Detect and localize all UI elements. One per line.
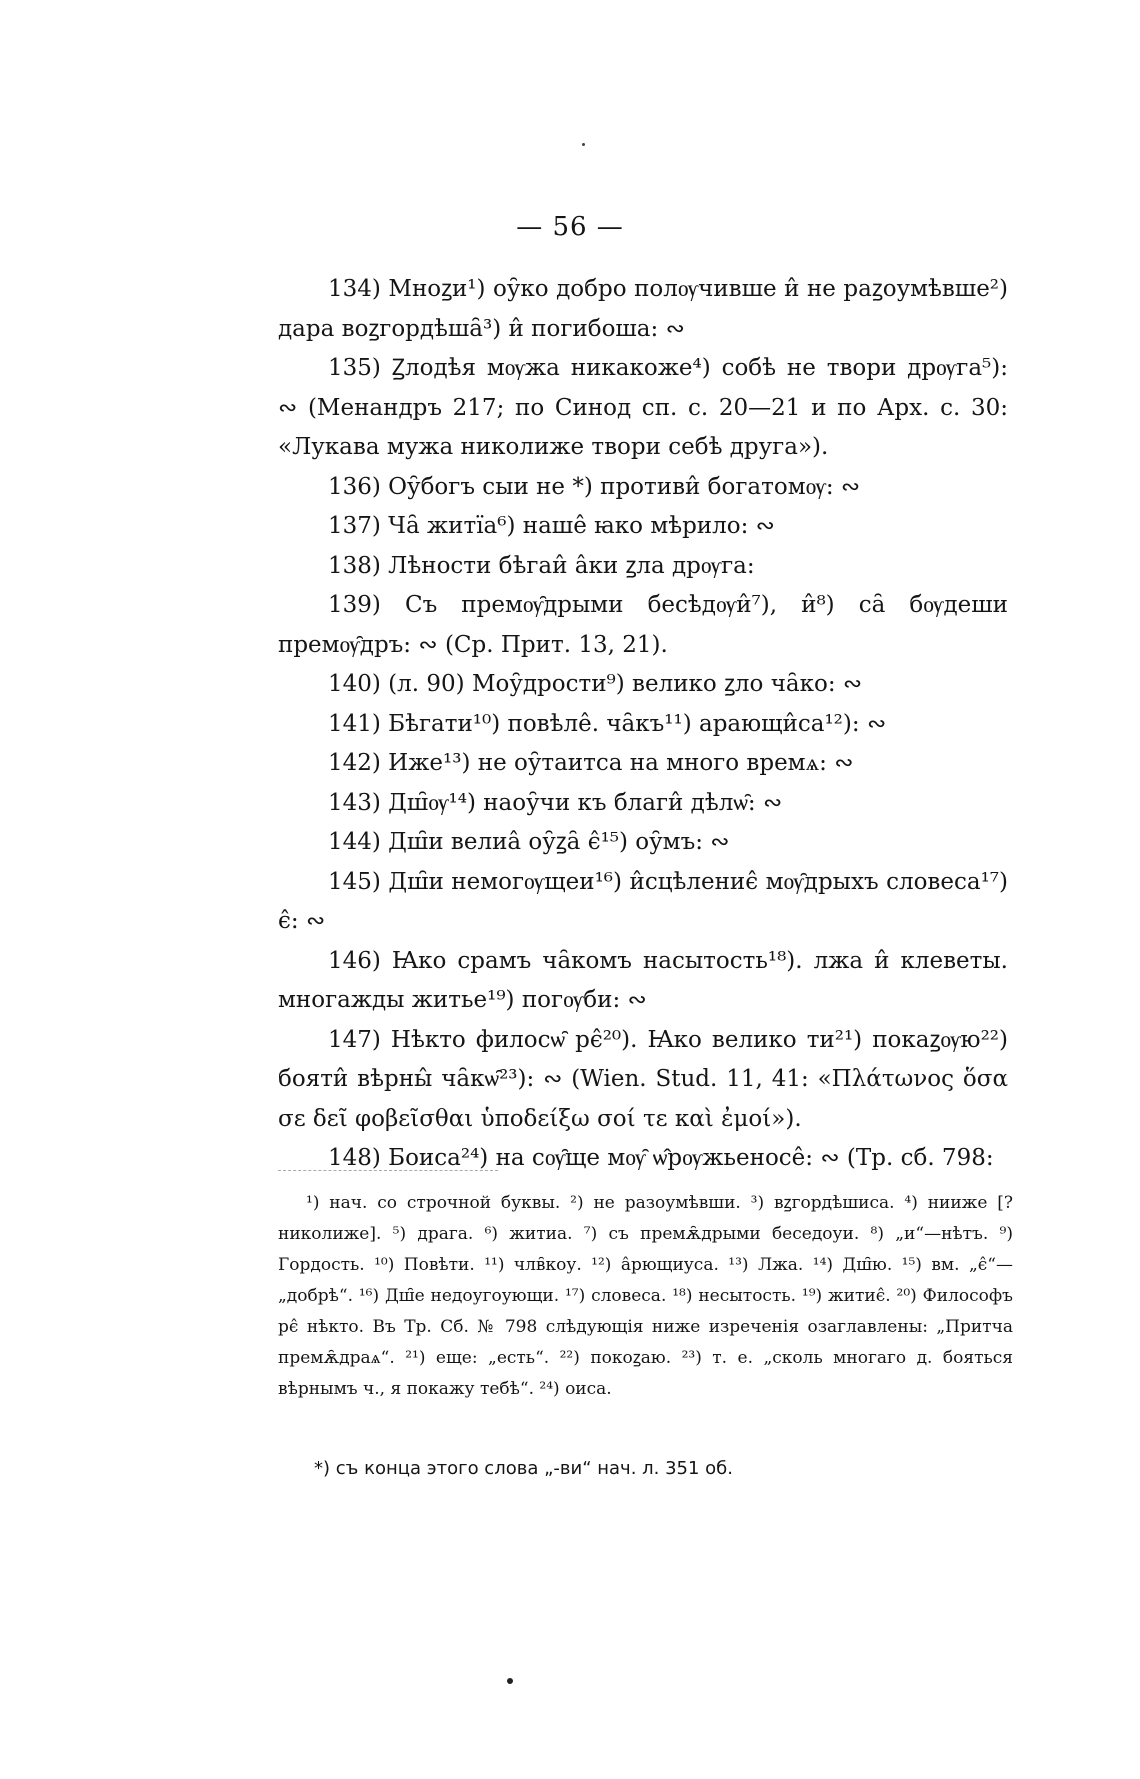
entry-140: 140) (л. 90) Моу̑дрости⁹) велико ꙁло ча̑ко: ∾ [328, 671, 863, 697]
footnotes [278, 1188, 1013, 1405]
page-number: — 56 — [516, 212, 624, 242]
footnote-block: ¹) нач. со строчной буквы. ²) не разоумѣвши. ³) вꙁгордѣшиса. ⁴) нииже [? николиже]. ⁵) драга. ⁶) житиа. ⁷) съ премѫ̑дрыми беседоуи. ⁸) „и“—нѣтъ. ⁹) Гордость. ¹⁰) Повѣти. ¹¹) члв̑коу. ¹²) а̂рющиуса. ¹³) Лжа. ¹⁴) Дш̑ю. ¹⁵) вм. „є̂“—„добрѣ“. ¹⁶) Дш̑е недоугоующи. ¹⁷) словеса. ¹⁸) несытость. ¹⁹) житиє̂. ²⁰) Философъ рє̂ нѣкто. Въ Тр. Сб. № 798 слѣдующія ниже изреченія озаглавлены: „Притча премѫ̑драѧ“. ²¹) еще: „есть“. ²²) покоꙁаю. ²³) т. е. „сколь многаго д. бояться вѣрнымъ ч., я покажу тебѣ“. ²⁴) оиса. [278, 1193, 1013, 1399]
entry-137: 137) Ча̑ житїа⁶) наше̂ ꙗко мѣрило: ∾ [328, 513, 775, 539]
entry-138: 138) Лѣности бѣгаи̂ а̂ки ꙁла дрѹга: [328, 552, 755, 579]
entry-141: 141) Бѣгати¹⁰) повѣле̂. ча̑къ¹¹) арающи̂са¹²): ∾ [328, 710, 887, 737]
entry-139: 139) Съ премѹ̑дрыми бесѣдѹи̂⁷), и̂⁸) са̑ бѹдеши премѹ̑дръ: ∾ (Ср. Прит. 13, 21). [278, 592, 1008, 658]
speck-bottom [507, 1678, 513, 1684]
entry-145: 145) Дш̑и немогѹщеи¹⁶) и̂сцѣлениє̂ мѹ̑дрыхъ словеса¹⁷) є̂: ∾ [278, 868, 1008, 934]
entry-148: 148) Боиса²⁴) на сѹ̑ще мѹ̑ ѡ̂рѹжьеносе̂: ∾ (Тр. сб. 798: [328, 1145, 994, 1171]
asterisk-note: *) съ конца этого слова „-ви“ нач. л. 351 об. [314, 1458, 733, 1479]
entry-144: 144) Дш̑и велиа̂ оу̑ꙁа̑ є̂¹⁵) оу̑мъ: ∾ [328, 829, 730, 855]
speck-top [582, 143, 585, 146]
footnote-separator [278, 1170, 498, 1171]
main-text [278, 270, 1008, 1179]
entry-143: 143) Дш̑ѹ¹⁴) наоу̑чи къ благи̂ дѣлѡ̑: ∾ [328, 789, 783, 816]
entry-134: 134) Мноꙁи¹) оу̑ко добро полѹчивше и̂ не раꙁоумѣвше²) дара воꙁгордѣша̑³) и̂ погибоша: ∾ [278, 276, 1008, 342]
entry-135: 135) Ꙁлодѣя мѹжа никакоже⁴) собѣ не твори дрѹга⁵): ∾ (Менандръ 217; по Синод сп. с. 20—21 и по Арх. с. 30: «Лукава мужа николиже твори себѣ друга»). [278, 355, 1008, 460]
entry-147: 147) Нѣкто филосѡ̑ рє̂²⁰). Ꙗко велико ти²¹) покаꙁѹю²²) бояти̂ вѣрны̂ ча̑кѡ̑²³): ∾ (Wien. Stud. 11, 41: «Πλάτωνος ὅσα σε δεῖ φοβεῖσθαι ὑποδείξω σοί τε καὶ ἐμοί»). [278, 1026, 1008, 1132]
entry-136: 136) Оу̑богъ сыи не *) противи̂ богатомѹ: ∾ [328, 473, 861, 500]
entry-146: 146) Ꙗко срамъ ча̑комъ насытость¹⁸). лжа и̂ клеветы. многажды житье¹⁹) погѹби: ∾ [278, 947, 1008, 1013]
entry-142: 142) Иже¹³) не оу̑таитса на много времѧ: ∾ [328, 750, 854, 776]
